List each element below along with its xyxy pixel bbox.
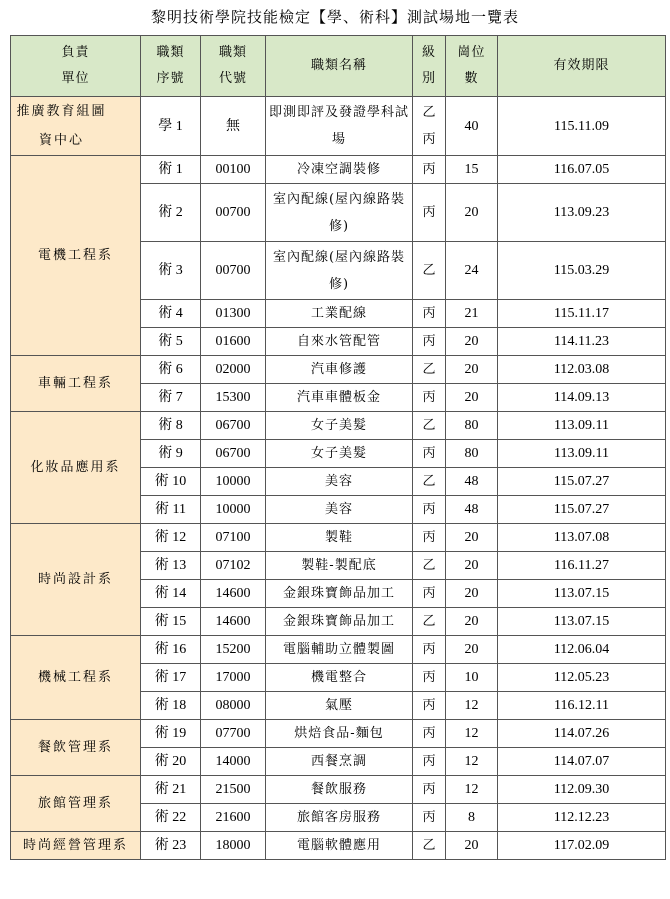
code-cell: 18000 [201, 832, 266, 860]
seats-cell: 24 [446, 242, 498, 300]
dept-cell: 電機工程系 [11, 156, 141, 356]
seats-cell: 15 [446, 156, 498, 184]
seats-cell: 80 [446, 412, 498, 440]
code-cell: 08000 [201, 692, 266, 720]
seq-cell: 術 9 [141, 440, 201, 468]
level-cell: 丙 [413, 384, 446, 412]
header-row [11, 36, 666, 97]
expiry-cell: 116.12.11 [498, 692, 666, 720]
seats-cell: 20 [446, 552, 498, 580]
name-cell: 美容 [266, 496, 413, 524]
expiry-cell: 113.09.11 [498, 412, 666, 440]
table-row [11, 776, 666, 804]
seq-cell: 術 20 [141, 748, 201, 776]
seq-cell: 術 13 [141, 552, 201, 580]
code-cell: 15300 [201, 384, 266, 412]
header-unit: 負責 單位 [11, 36, 141, 97]
name-cell: 女子美髮 [266, 412, 413, 440]
seq-cell: 學 1 [141, 97, 201, 156]
header-seats: 崗位 數 [446, 36, 498, 97]
expiry-cell: 117.02.09 [498, 832, 666, 860]
code-cell: 02000 [201, 356, 266, 384]
seats-cell: 20 [446, 524, 498, 552]
expiry-cell: 113.09.11 [498, 440, 666, 468]
table-body [11, 97, 666, 860]
seats-cell: 20 [446, 328, 498, 356]
seq-cell: 術 21 [141, 776, 201, 804]
level-cell: 丙 [413, 748, 446, 776]
seq-cell: 術 11 [141, 496, 201, 524]
code-cell: 14000 [201, 748, 266, 776]
seq-cell: 術 22 [141, 804, 201, 832]
level-cell: 丙 [413, 440, 446, 468]
code-cell: 14600 [201, 580, 266, 608]
header-code: 職類 代號 [201, 36, 266, 97]
name-cell: 金銀珠寶飾品加工 [266, 580, 413, 608]
code-cell: 07102 [201, 552, 266, 580]
seats-cell: 20 [446, 184, 498, 242]
name-cell: 自來水管配管 [266, 328, 413, 356]
seats-cell: 48 [446, 496, 498, 524]
seq-cell: 術 16 [141, 636, 201, 664]
seq-cell: 術 6 [141, 356, 201, 384]
dept-cell: 餐飲管理系 [11, 720, 141, 776]
seats-cell: 20 [446, 580, 498, 608]
seats-cell: 12 [446, 748, 498, 776]
dept-cell: 車輛工程系 [11, 356, 141, 412]
code-cell: 01600 [201, 328, 266, 356]
seq-cell: 術 19 [141, 720, 201, 748]
code-cell: 無 [201, 97, 266, 156]
table-row [11, 636, 666, 664]
table-row [11, 524, 666, 552]
level-cell: 丙 [413, 720, 446, 748]
expiry-cell: 112.05.23 [498, 664, 666, 692]
level-cell: 乙 [413, 552, 446, 580]
code-cell: 17000 [201, 664, 266, 692]
dept-cell: 時尚設計系 [11, 524, 141, 636]
code-cell: 00700 [201, 242, 266, 300]
expiry-cell: 116.07.05 [498, 156, 666, 184]
dept-cell: 化妝品應用系 [11, 412, 141, 524]
seq-cell: 術 10 [141, 468, 201, 496]
expiry-cell: 115.11.17 [498, 300, 666, 328]
table-row [11, 97, 666, 156]
expiry-cell: 114.07.07 [498, 748, 666, 776]
seats-cell: 20 [446, 636, 498, 664]
seq-cell: 術 8 [141, 412, 201, 440]
name-cell: 機電整合 [266, 664, 413, 692]
level-cell: 丙 [413, 692, 446, 720]
code-cell: 01300 [201, 300, 266, 328]
seats-cell: 20 [446, 356, 498, 384]
code-cell: 21500 [201, 776, 266, 804]
expiry-cell: 115.07.27 [498, 496, 666, 524]
table-row [11, 412, 666, 440]
expiry-cell: 115.03.29 [498, 242, 666, 300]
name-cell: 汽車修護 [266, 356, 413, 384]
seats-cell: 20 [446, 384, 498, 412]
level-cell: 丙 [413, 328, 446, 356]
name-cell: 室內配線(屋內線路裝修) [266, 242, 413, 300]
level-cell: 丙 [413, 156, 446, 184]
seats-cell: 20 [446, 832, 498, 860]
level-cell: 丙 [413, 776, 446, 804]
seq-cell: 術 12 [141, 524, 201, 552]
name-cell: 餐飲服務 [266, 776, 413, 804]
name-cell: 氣壓 [266, 692, 413, 720]
name-cell: 旅館客房服務 [266, 804, 413, 832]
level-cell: 乙 [413, 468, 446, 496]
header-name: 職類名稱 [266, 36, 413, 97]
page-title: 黎明技術學院技能檢定【學、術科】測試場地一覽表 [150, 8, 519, 26]
seq-cell: 術 2 [141, 184, 201, 242]
seats-cell: 21 [446, 300, 498, 328]
name-cell: 製鞋-製配底 [266, 552, 413, 580]
name-cell: 電腦輔助立體製圖 [266, 636, 413, 664]
seats-cell: 40 [446, 97, 498, 156]
expiry-cell: 113.09.23 [498, 184, 666, 242]
expiry-cell: 112.09.30 [498, 776, 666, 804]
name-cell: 美容 [266, 468, 413, 496]
seq-cell: 術 17 [141, 664, 201, 692]
name-cell: 室內配線(屋內線路裝修) [266, 184, 413, 242]
name-cell: 即測即評及發證學科試場 [266, 97, 413, 156]
name-cell: 工業配線 [266, 300, 413, 328]
expiry-cell: 114.09.13 [498, 384, 666, 412]
seq-cell: 術 18 [141, 692, 201, 720]
seq-cell: 術 7 [141, 384, 201, 412]
header-expiry: 有效期限 [498, 36, 666, 97]
seats-cell: 48 [446, 468, 498, 496]
code-cell: 10000 [201, 496, 266, 524]
code-cell: 07100 [201, 524, 266, 552]
seq-cell: 術 1 [141, 156, 201, 184]
table-row [11, 832, 666, 860]
level-cell: 丙 [413, 300, 446, 328]
venue-table [10, 35, 666, 860]
level-cell: 丙 [413, 496, 446, 524]
dept-cell: 推廣教育組圖資中心 [11, 97, 141, 156]
expiry-cell: 112.06.04 [498, 636, 666, 664]
level-cell: 丙 [413, 184, 446, 242]
name-cell: 汽車車體板金 [266, 384, 413, 412]
seq-cell: 術 23 [141, 832, 201, 860]
level-cell: 乙 [413, 242, 446, 300]
code-cell: 15200 [201, 636, 266, 664]
code-cell: 06700 [201, 440, 266, 468]
code-cell: 10000 [201, 468, 266, 496]
code-cell: 21600 [201, 804, 266, 832]
seq-cell: 術 4 [141, 300, 201, 328]
header-level: 級 別 [413, 36, 446, 97]
dept-cell: 旅館管理系 [11, 776, 141, 832]
expiry-cell: 114.11.23 [498, 328, 666, 356]
seats-cell: 12 [446, 720, 498, 748]
level-cell: 乙 [413, 608, 446, 636]
name-cell: 冷凍空調裝修 [266, 156, 413, 184]
code-cell: 00700 [201, 184, 266, 242]
level-cell: 丙 [413, 804, 446, 832]
code-cell: 06700 [201, 412, 266, 440]
level-cell: 丙 [413, 664, 446, 692]
level-cell: 丙 [413, 580, 446, 608]
name-cell: 金銀珠寶飾品加工 [266, 608, 413, 636]
level-cell: 乙丙 [413, 97, 446, 156]
code-cell: 07700 [201, 720, 266, 748]
expiry-cell: 112.03.08 [498, 356, 666, 384]
name-cell: 西餐烹調 [266, 748, 413, 776]
seats-cell: 12 [446, 692, 498, 720]
level-cell: 乙 [413, 412, 446, 440]
dept-cell: 時尚經營管理系 [11, 832, 141, 860]
header-seq: 職類 序號 [141, 36, 201, 97]
expiry-cell: 114.07.26 [498, 720, 666, 748]
expiry-cell: 113.07.15 [498, 580, 666, 608]
expiry-cell: 115.11.09 [498, 97, 666, 156]
table-row [11, 720, 666, 748]
seq-cell: 術 5 [141, 328, 201, 356]
seats-cell: 12 [446, 776, 498, 804]
expiry-cell: 113.07.15 [498, 608, 666, 636]
table-row [11, 156, 666, 184]
level-cell: 丙 [413, 524, 446, 552]
level-cell: 乙 [413, 832, 446, 860]
dept-cell: 機械工程系 [11, 636, 141, 720]
expiry-cell: 112.12.23 [498, 804, 666, 832]
seats-cell: 8 [446, 804, 498, 832]
level-cell: 丙 [413, 636, 446, 664]
expiry-cell: 115.07.27 [498, 468, 666, 496]
table-row [11, 356, 666, 384]
expiry-cell: 113.07.08 [498, 524, 666, 552]
seats-cell: 10 [446, 664, 498, 692]
level-cell: 乙 [413, 356, 446, 384]
code-cell: 00100 [201, 156, 266, 184]
seq-cell: 術 3 [141, 242, 201, 300]
seq-cell: 術 15 [141, 608, 201, 636]
seats-cell: 20 [446, 608, 498, 636]
code-cell: 14600 [201, 608, 266, 636]
name-cell: 女子美髮 [266, 440, 413, 468]
expiry-cell: 116.11.27 [498, 552, 666, 580]
name-cell: 製鞋 [266, 524, 413, 552]
seq-cell: 術 14 [141, 580, 201, 608]
seats-cell: 80 [446, 440, 498, 468]
name-cell: 烘焙食品-麵包 [266, 720, 413, 748]
name-cell: 電腦軟體應用 [266, 832, 413, 860]
